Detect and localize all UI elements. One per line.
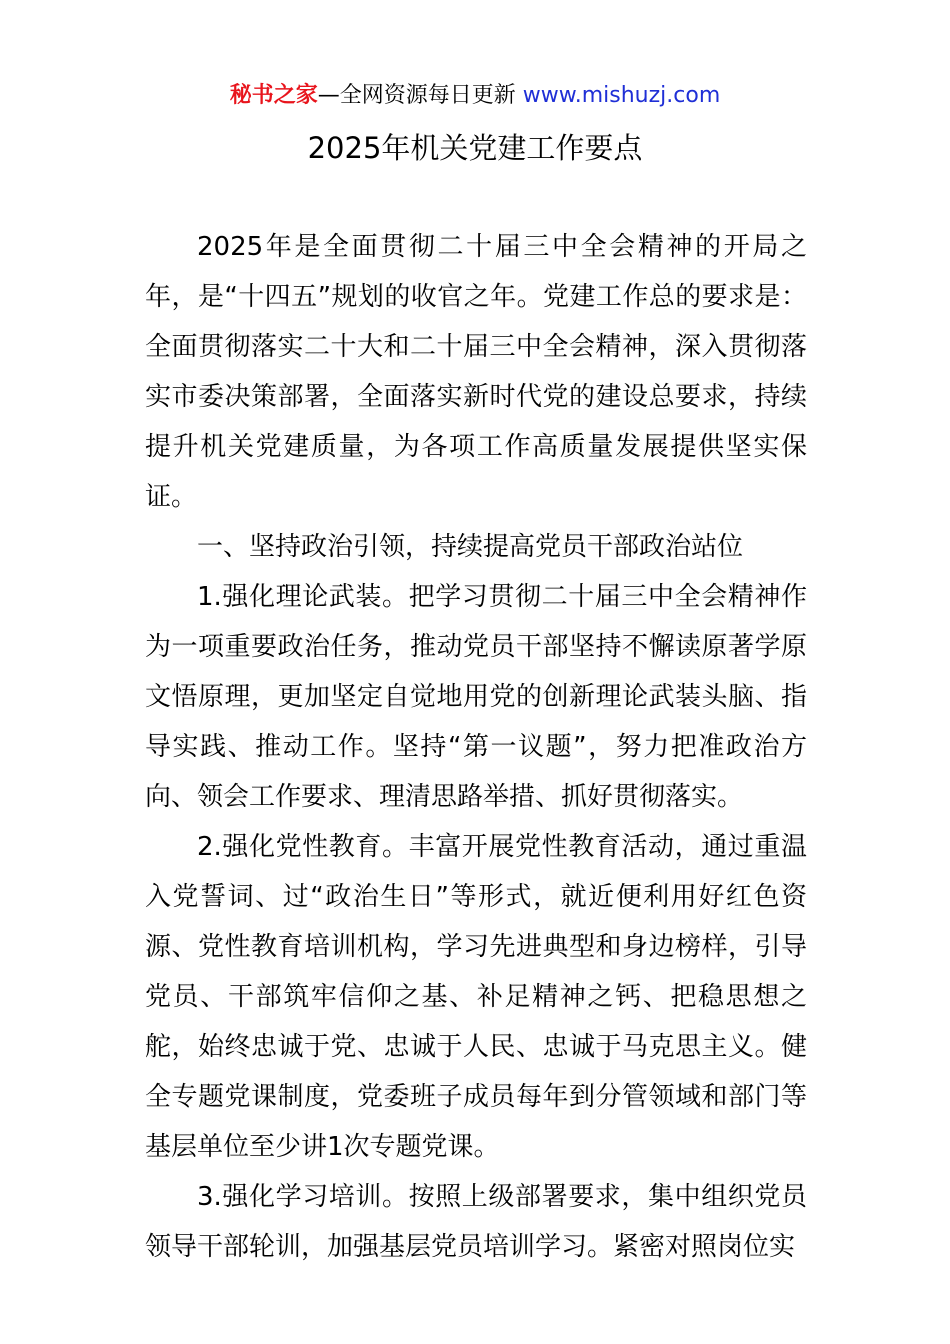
site-brand: 秘书之家 <box>229 83 318 108</box>
site-header <box>0 80 950 112</box>
document-body <box>145 222 807 1272</box>
site-url-link[interactable]: www.mishuzj.com <box>522 83 721 108</box>
section-heading: 一、坚持政治引领，持续提高党员干部政治站位 <box>197 532 744 562</box>
intro-paragraph: 2025年是全面贯彻二十届三中全会精神的开局之年，是“十四五”规划的收官之年。党建工作总的要求是：全面贯彻落实二十大和二十届三中全会精神，深入贯彻落实市委决策部署，全面落实新时代党的建设总要求，持续提升机关党建质量，为各项工作高质量发展提供坚实保证。 <box>145 232 807 512</box>
paragraph-item-3: 3.强化学习培训。按照上级部署要求，集中组织党员领导干部轮训，加强基层党员培训学习。紧密对照岗位实 <box>145 1182 807 1262</box>
document-title: 2025年机关党建工作要点 <box>307 131 643 165</box>
site-tagline: —全网资源每日更新 <box>317 83 516 108</box>
paragraph-item-2: 2.强化党性教育。丰富开展党性教育活动，通过重温入党誓词、过“政治生日”等形式，就近便利用好红色资源、党性教育培训机构，学习先进典型和身边榜样，引导党员、干部筑牢信仰之基、补足精神之钙、把稳思想之舵，始终忠诚于党、忠诚于人民、忠诚于马克思主义。健全专题党课制度，党委班子成员每年到分管领域和部门等基层单位至少讲1次专题党课。 <box>145 832 807 1162</box>
paragraph-item-1: 1.强化理论武装。把学习贯彻二十届三中全会精神作为一项重要政治任务，推动党员干部坚持不懈读原著学原文悟原理，更加坚定自觉地用党的创新理论武装头脑、指导实践、推动工作。坚持“第一议题”，努力把准政治方向、领会工作要求、理清思路举措、抓好贯彻落实。 <box>145 582 807 812</box>
